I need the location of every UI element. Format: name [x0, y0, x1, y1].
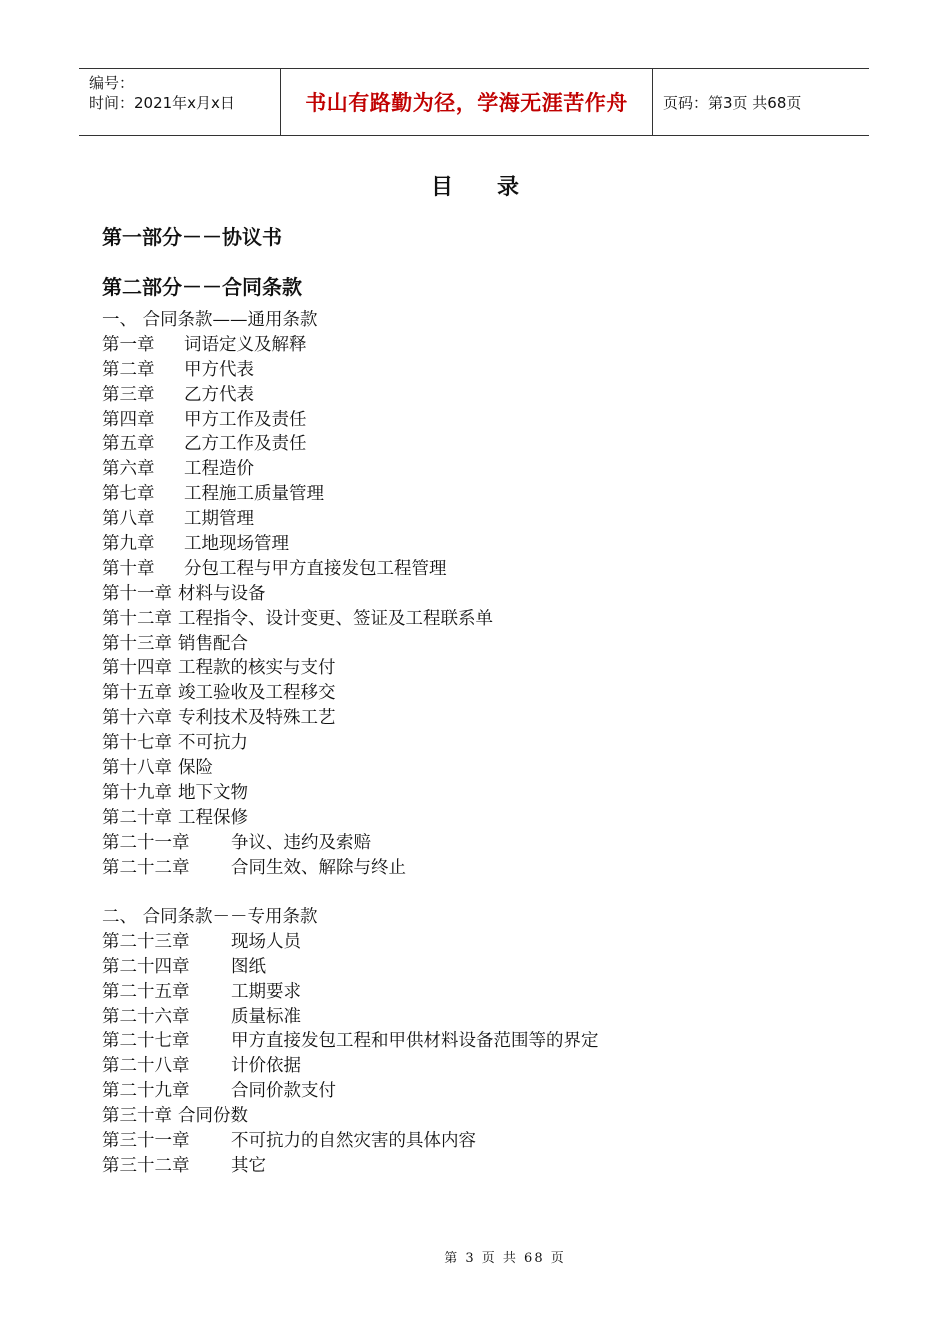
toc-entry [102, 482, 493, 507]
toc-entry [102, 955, 599, 980]
chapter-title: 工程造价 [184, 459, 254, 480]
chapter-title: 现场人员 [231, 931, 301, 952]
chapter-number: 第二十八章 [102, 1056, 190, 1077]
chapter-title: 合同生效、解除与终止 [231, 857, 406, 878]
toc-entry [102, 333, 493, 358]
chapter-number: 第九章 [102, 534, 155, 555]
chapter-title: 质量标准 [231, 1006, 301, 1027]
chapter-number: 第二十章 [102, 807, 172, 828]
part-one-heading: 第一部分－－协议书 [102, 225, 282, 249]
toc-general-clauses [102, 308, 493, 880]
chapter-number: 第二十六章 [102, 1006, 190, 1027]
chapter-title: 工程施工质量管理 [184, 484, 324, 505]
chapter-number: 第一章 [102, 334, 155, 355]
page-title: 目录 [430, 175, 563, 200]
toc-entry [102, 383, 493, 408]
toc-entry [102, 706, 493, 731]
toc-entry [102, 731, 493, 756]
chapter-number: 第十四章 [102, 658, 172, 679]
toc-entry [102, 1005, 599, 1030]
chapter-title: 工程指令、设计变更、签证及工程联系单 [178, 608, 493, 629]
chapter-number: 第十八章 [102, 758, 172, 779]
chapter-title: 图纸 [231, 956, 266, 977]
chapter-title: 甲方代表 [184, 359, 254, 380]
chapter-number: 第二十三章 [102, 931, 190, 952]
toc-entry [102, 681, 493, 706]
chapter-title: 不可抗力 [178, 733, 248, 754]
toc-entry [102, 582, 493, 607]
chapter-title: 词语定义及解释 [184, 334, 307, 355]
chapter-number: 第十一章 [102, 583, 172, 604]
chapter-number: 第七章 [102, 484, 155, 505]
chapter-number: 第二十四章 [102, 956, 190, 977]
toc-entry [102, 756, 493, 781]
toc-entry [102, 656, 493, 681]
toc-entry [102, 557, 493, 582]
header-page-info: 页码：第3页 共68页 [663, 93, 802, 112]
chapter-number: 第十七章 [102, 733, 172, 754]
toc-entry [102, 507, 493, 532]
chapter-title: 专利技术及特殊工艺 [178, 708, 336, 729]
chapter-number: 第三十章 [102, 1106, 172, 1127]
toc-entry [102, 1054, 599, 1079]
chapter-title: 保险 [178, 758, 213, 779]
chapter-number: 第十章 [102, 558, 155, 579]
chapter-title: 不可抗力的自然灾害的具体内容 [231, 1131, 476, 1152]
chapter-title: 其它 [231, 1155, 266, 1176]
part-two-heading: 第二部分－－合同条款 [102, 275, 302, 299]
chapter-title: 合同份数 [178, 1106, 248, 1127]
toc-entry [102, 781, 493, 806]
chapter-list [102, 930, 599, 1179]
chapter-number: 第六章 [102, 459, 155, 480]
toc-entry [102, 1104, 599, 1129]
chapter-number: 第二十一章 [102, 832, 190, 853]
toc-entry [102, 930, 599, 955]
chapter-title: 竣工验收及工程移交 [178, 683, 336, 704]
toc-entry [102, 457, 493, 482]
chapter-number: 第二十七章 [102, 1031, 190, 1052]
chapter-title: 分包工程与甲方直接发包工程管理 [184, 558, 447, 579]
chapter-number: 第十九章 [102, 782, 172, 803]
chapter-number: 第五章 [102, 434, 155, 455]
toc-entry [102, 831, 493, 856]
chapter-title: 材料与设备 [178, 583, 266, 604]
chapter-title: 乙方工作及责任 [184, 434, 307, 455]
toc-entry [102, 408, 493, 433]
chapter-number: 第二十二章 [102, 857, 190, 878]
chapter-number: 第二十五章 [102, 981, 190, 1002]
chapter-title: 工程保修 [178, 807, 248, 828]
chapter-title: 工期管理 [184, 509, 254, 530]
toc-entry [102, 1129, 599, 1154]
header-meta [79, 69, 281, 135]
chapter-title: 工程款的核实与支付 [178, 658, 336, 679]
page-header [79, 68, 869, 136]
chapter-number: 第三十一章 [102, 1131, 190, 1152]
toc-entry [102, 607, 493, 632]
chapter-title: 甲方直接发包工程和甲供材料设备范围等的界定 [231, 1031, 599, 1052]
page-footer: 第 3 页 共 68 页 [444, 1251, 566, 1266]
section-heading: 一、 合同条款——通用条款 [102, 310, 318, 330]
chapter-list [102, 333, 493, 881]
toc-entry [102, 806, 493, 831]
toc-entry [102, 856, 493, 881]
chapter-number: 第十六章 [102, 708, 172, 729]
toc-special-clauses [102, 905, 599, 1179]
toc-entry [102, 980, 599, 1005]
chapter-title: 工期要求 [231, 981, 301, 1002]
chapter-number: 第三章 [102, 384, 155, 405]
serial-label: 编号： [89, 74, 135, 92]
chapter-title: 工地现场管理 [184, 534, 289, 555]
chapter-number: 第八章 [102, 509, 155, 530]
chapter-title: 地下文物 [178, 782, 248, 803]
toc-entry [102, 1029, 599, 1054]
chapter-number: 第十五章 [102, 683, 172, 704]
toc-entry [102, 632, 493, 657]
chapter-number: 第十三章 [102, 633, 172, 654]
chapter-title: 争议、违约及索赔 [231, 832, 371, 853]
header-motto: 书山有路勤为径，学海无涯苦作舟 [281, 69, 653, 135]
time-label: 时间：2021年x月x日 [89, 94, 235, 112]
chapter-number: 第二章 [102, 359, 155, 380]
toc-entry [102, 1154, 599, 1179]
chapter-title: 销售配合 [178, 633, 248, 654]
chapter-title: 合同价款支付 [231, 1081, 336, 1102]
chapter-number: 第二十九章 [102, 1081, 190, 1102]
toc-entry [102, 358, 493, 383]
toc-entry [102, 432, 493, 457]
chapter-number: 第三十二章 [102, 1155, 190, 1176]
chapter-title: 计价依据 [231, 1056, 301, 1077]
chapter-title: 甲方工作及责任 [184, 409, 307, 430]
chapter-number: 第十二章 [102, 608, 172, 629]
section-heading: 二、 合同条款－－专用条款 [102, 907, 318, 927]
toc-entry [102, 532, 493, 557]
chapter-title: 乙方代表 [184, 384, 254, 405]
chapter-number: 第四章 [102, 409, 155, 430]
toc-entry [102, 1079, 599, 1104]
